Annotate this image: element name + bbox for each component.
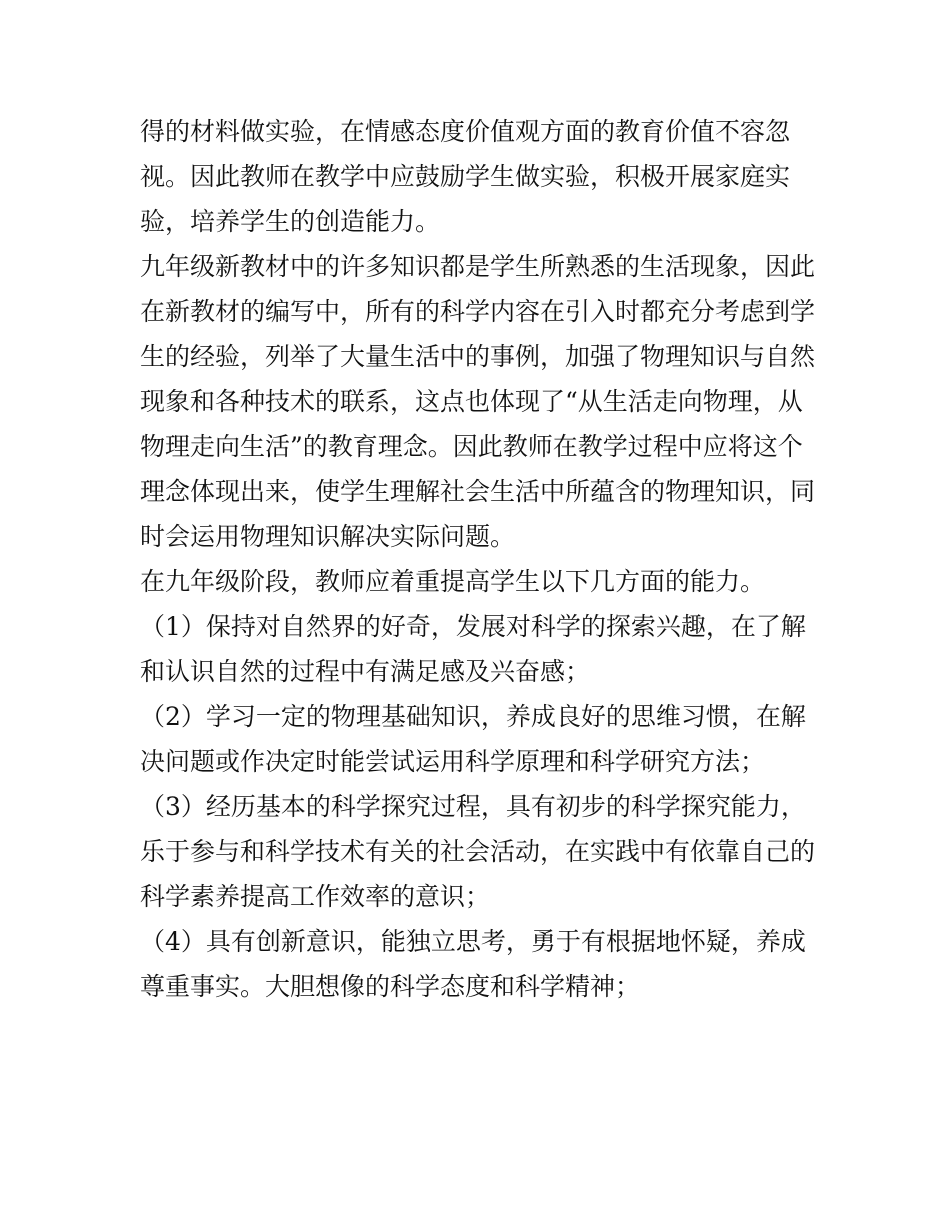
text-line: 验，培养学生的创造能力。 xyxy=(140,207,441,236)
text-line: 物理走向生活”的教育理念。因此教师在教学过程中应将这个 xyxy=(140,432,803,461)
text-line: 生的经验，列举了大量生活中的事例，加强了物理知识与自然 xyxy=(140,342,816,371)
list-item-ability-3 xyxy=(140,784,820,919)
text-line: 在新教材的编写中，所有的科学内容在引入时都充分考虑到学 xyxy=(140,297,816,326)
list-item-ability-1 xyxy=(140,604,820,694)
text-line: 和认识自然的过程中有满足感及兴奋感； xyxy=(140,657,591,686)
text-line: 现象和各种技术的联系，这点也体现了“从生活走向物理，从 xyxy=(140,387,803,416)
paragraph-experiment-value xyxy=(140,109,820,244)
text-line: 科学素养提高工作效率的意识； xyxy=(140,882,491,911)
text-line: 视。因此教师在教学中应鼓励学生做实验，积极开展家庭实 xyxy=(140,162,791,191)
paragraph-new-textbook xyxy=(140,244,820,559)
text-line: 在九年级阶段，教师应着重提高学生以下几方面的能力。 xyxy=(140,567,766,596)
list-item-ability-2 xyxy=(140,694,820,784)
text-line: 理念体现出来，使学生理解社会生活中所蕴含的物理知识，同 xyxy=(140,477,816,506)
text-line: （2）学习一定的物理基础知识，养成良好的思维习惯，在解 xyxy=(140,702,806,731)
text-line: 九年级新教材中的许多知识都是学生所熟悉的生活现象，因此 xyxy=(140,252,816,281)
text-line: （3）经历基本的科学探究过程，具有初步的科学探究能力， xyxy=(140,792,806,821)
text-line: 乐于参与和科学技术有关的社会活动，在实践中有依靠自己的 xyxy=(140,837,816,866)
document-body xyxy=(140,109,820,1009)
text-line: 尊重事实。大胆想像的科学态度和科学精神； xyxy=(140,972,641,1001)
text-line: （4）具有创新意识，能独立思考，勇于有根据地怀疑，养成 xyxy=(140,927,806,956)
list-item-ability-4 xyxy=(140,919,820,1009)
text-line: 决问题或作决定时能尝试运用科学原理和科学研究方法； xyxy=(140,747,766,776)
text-line: 得的材料做实验，在情感态度价值观方面的教育价值不容忽 xyxy=(140,117,791,146)
paragraph-grade-nine-abilities-intro xyxy=(140,559,820,604)
text-line: （1）保持对自然界的好奇，发展对科学的探索兴趣，在了解 xyxy=(140,612,806,641)
text-line: 时会运用物理知识解决实际问题。 xyxy=(140,522,516,551)
